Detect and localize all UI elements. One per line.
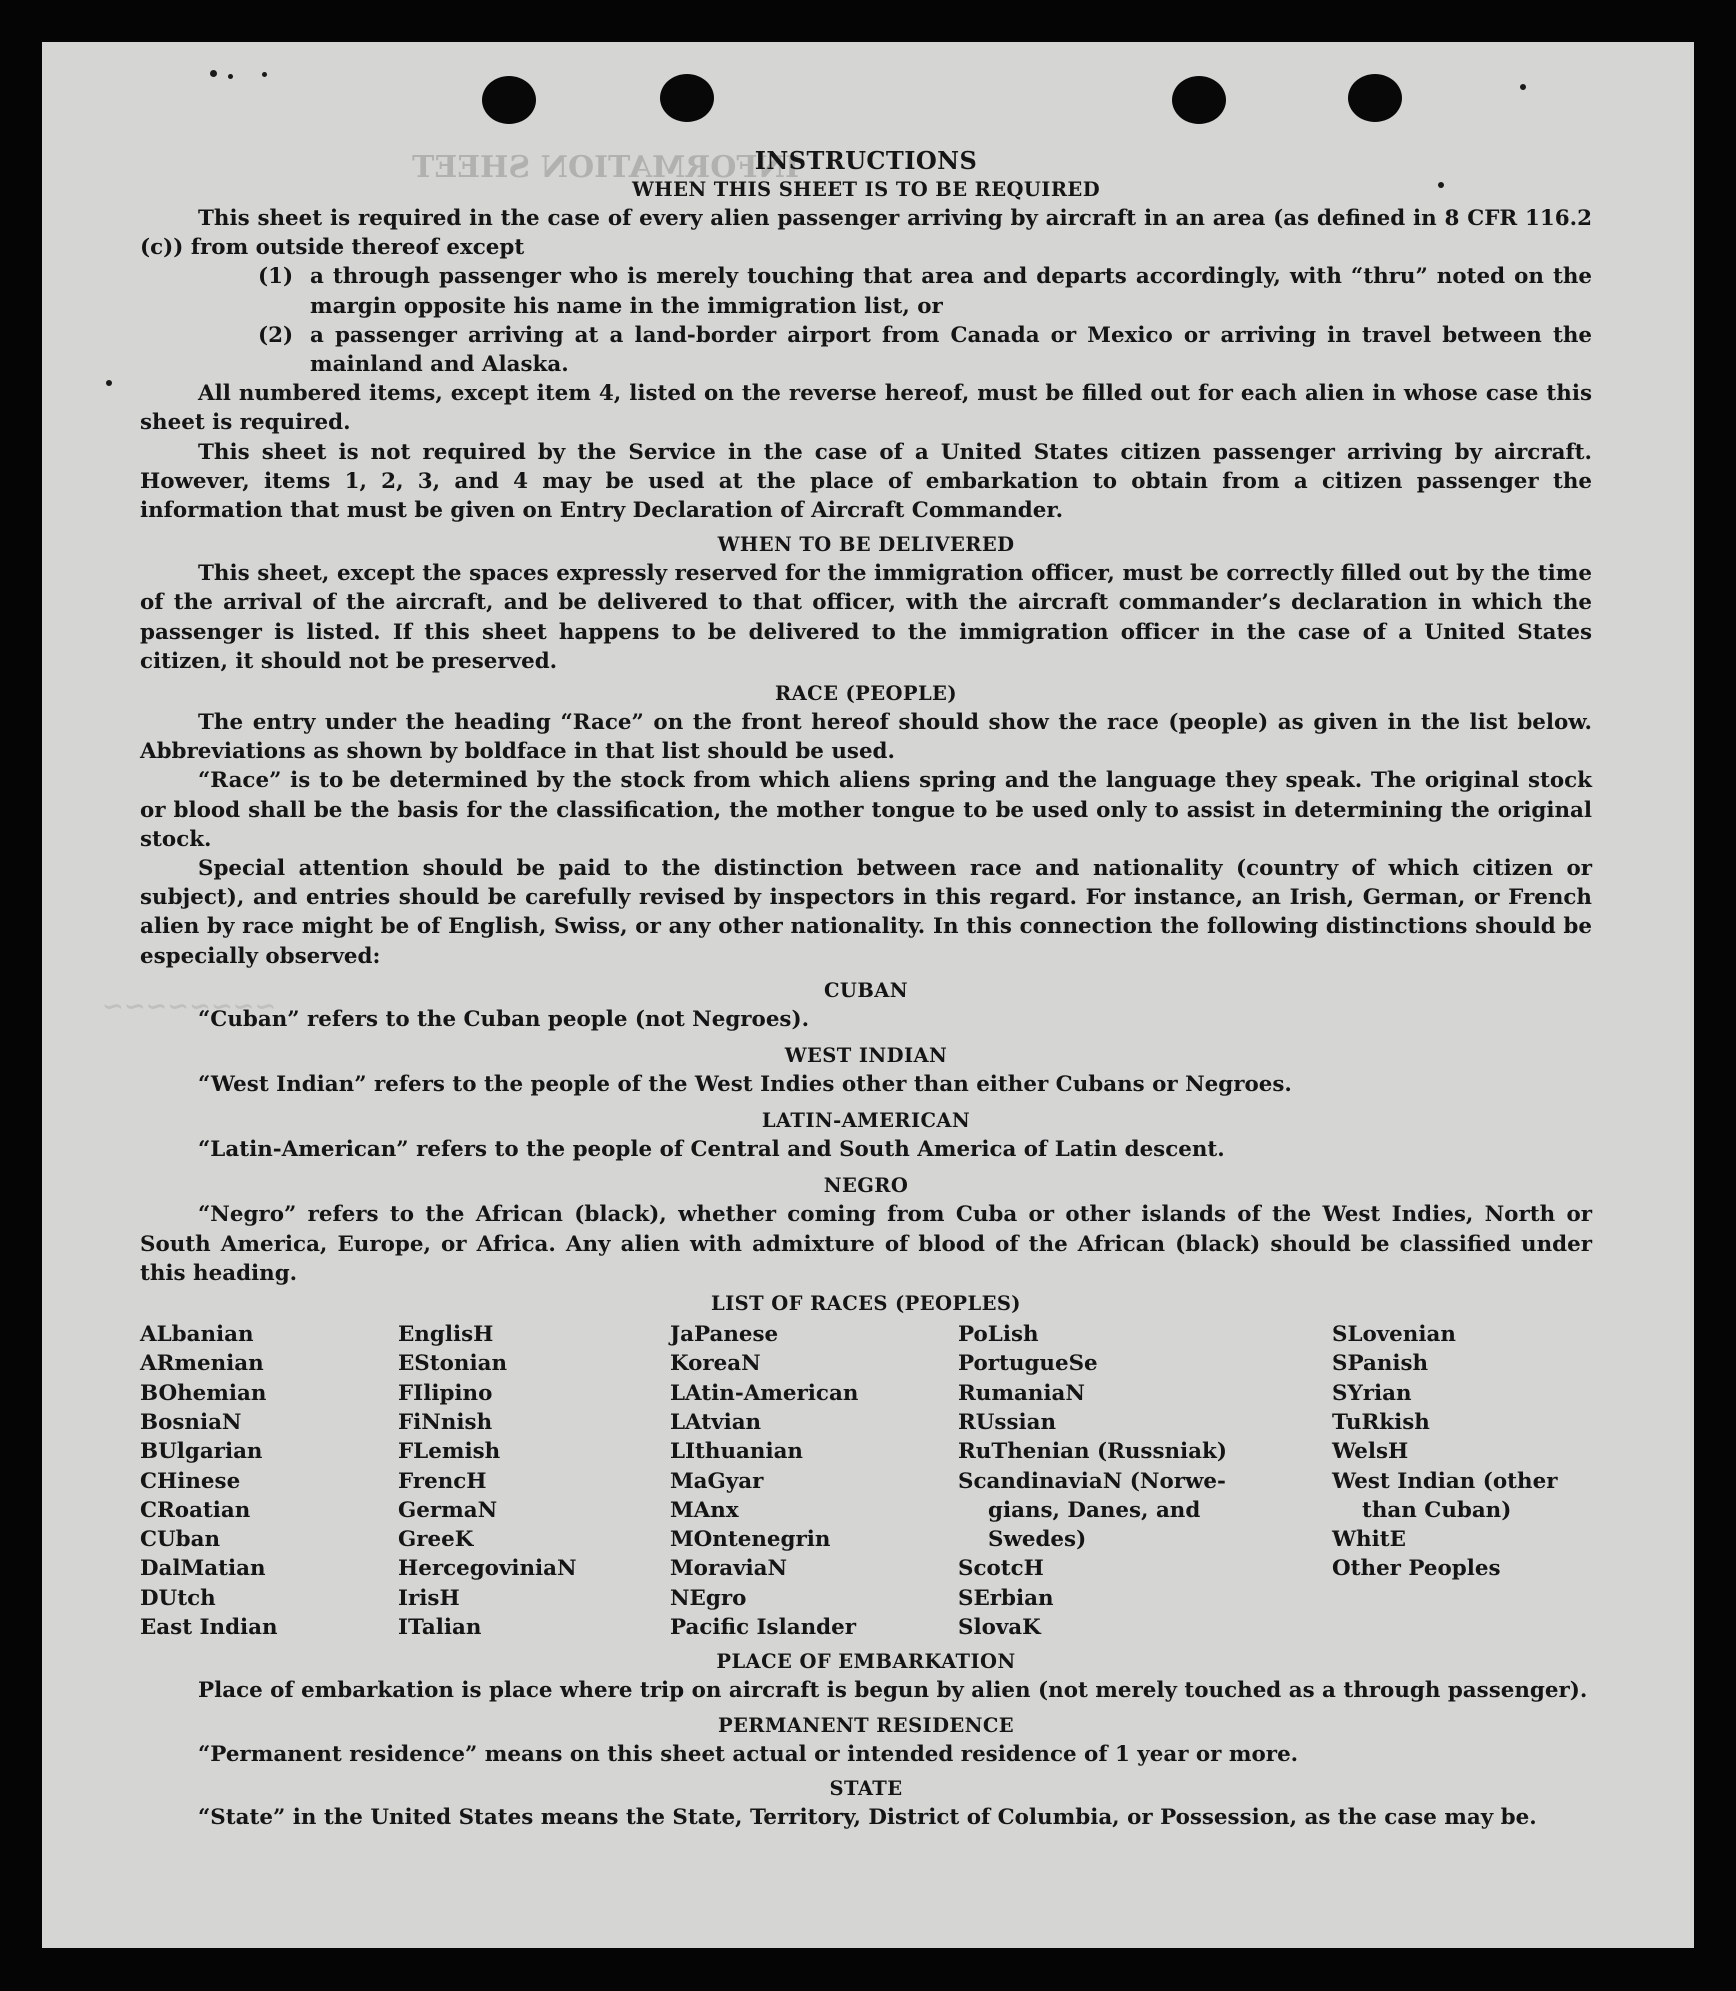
heading-when-required: WHEN THIS SHEET IS TO BE REQUIRED [631, 178, 1101, 201]
race-entry: FiNnish [398, 1409, 493, 1435]
race-entry: ITalian [398, 1615, 482, 1641]
item-number: (1) [258, 264, 294, 290]
paragraph-state: “State” in the United States means the State, Territory, District of Columbia, or Possession, as the case may be. [198, 1804, 1537, 1830]
race-entry: ALbanian [140, 1322, 254, 1348]
heading-place-of-embarkation: PLACE OF EMBARKATION [716, 1650, 1016, 1674]
races-table [140, 1320, 1592, 1642]
race-entry: CRoatian [140, 1497, 251, 1523]
race-entry: BUlgarian [140, 1439, 263, 1465]
heading-list-of-races: LIST OF RACES (PEOPLES) [711, 1292, 1021, 1316]
scan-speck [210, 70, 217, 77]
race-entry: FLemish [398, 1439, 501, 1465]
race-entry: LAtvian [670, 1409, 762, 1435]
paragraph-race-nationality: Special attention should be paid to the distinction between race and nationality (country of which citizen or subject), and entries should be carefully revised by inspectors in this regard. For instance, an Irish, German, or French alien by race might be of English, Swiss, or any other nationality. In this connection the following distinctions should be especially observed: [140, 856, 1592, 969]
exception-item-1 [258, 262, 1592, 320]
item-number: (2) [258, 322, 294, 348]
paragraph-cuban: “Cuban” refers to the Cuban people (not Negroes). [198, 1006, 810, 1032]
bleed-through-mark: INFORMATION SHEET [412, 150, 800, 185]
instructions-body [140, 146, 1592, 1832]
race-entry: ScotcH [958, 1556, 1044, 1582]
race-entry: DalMatian [140, 1556, 266, 1582]
race-entry: PortugueSe [958, 1351, 1098, 1377]
race-entry: HercegoviniaN [398, 1556, 577, 1582]
race-entry: SErbian [958, 1585, 1054, 1611]
race-entry: Swedes) [988, 1527, 1087, 1553]
races-column-3 [670, 1320, 958, 1642]
races-column-1 [140, 1320, 398, 1642]
race-entry: JaPanese [670, 1322, 779, 1348]
heading-permanent-residence: PERMANENT RESIDENCE [717, 1713, 1015, 1737]
paragraph-race-definition: “Race” is to be determined by the stock from which aliens spring and the language they speak. The original stock or blood shall be the basis for the classification, the mother tongue to be used only to assist in determining the original stock. [140, 768, 1592, 852]
race-entry: GreeK [398, 1527, 474, 1553]
race-entry: WhitE [1332, 1527, 1406, 1553]
race-entry: East Indian [140, 1615, 278, 1641]
paragraph-race-entry: The entry under the heading “Race” on the front hereof should show the race (people) as given in the list below. Abbreviations as shown by boldface in that list should be used. [140, 710, 1592, 765]
race-entry: MAnx [670, 1497, 739, 1523]
race-entry: MOntenegrin [670, 1527, 831, 1553]
exception-item-2 [258, 321, 1592, 379]
race-entry: SPanish [1332, 1351, 1429, 1377]
race-entry: gians, Danes, and [988, 1497, 1201, 1523]
race-entry: SLovenian [1332, 1322, 1456, 1348]
races-column-2 [398, 1320, 670, 1642]
paragraph-numbered-items: All numbered items, except item 4, listed on the reverse hereof, must be filled out for each alien in whose case this sheet is required. [140, 381, 1592, 436]
race-entry: DUtch [140, 1585, 216, 1611]
paragraph-permanent-residence: “Permanent residence” means on this sheet actual or intended residence of 1 year or more. [198, 1741, 1299, 1767]
paragraph-citizen-passenger: This sheet is not required by the Service in the case of a United States citizen passenger arriving by aircraft. However, items 1, 2, 3, and 4 may be used at the place of embarkation to obtain from a citizen passenger the information that must be given on Entry Declaration of Aircraft Commander. [140, 439, 1592, 524]
scan-speck [1520, 84, 1526, 90]
race-entry: Other Peoples [1332, 1556, 1501, 1582]
race-entry: RUssian [958, 1409, 1057, 1435]
race-entry: FrencH [398, 1468, 487, 1494]
document-title: INSTRUCTIONS [754, 146, 978, 175]
punch-hole-2 [660, 74, 714, 122]
paragraph-negro: “Negro” refers to the African (black), whether coming from Cuba or other islands of the West Indies, North or South America, Europe, or Africa. Any alien with admixture of blood of the African (black) should be classified under this heading. [140, 1202, 1592, 1286]
race-entry: GermaN [398, 1497, 498, 1523]
race-entry: PoLish [958, 1322, 1039, 1348]
race-entry: SlovaK [958, 1615, 1041, 1641]
item-text: a passenger arriving at a land-border airport from Canada or Mexico or arriving in travel between the mainland and Alaska. [310, 322, 1592, 378]
document-sheet [42, 42, 1694, 1948]
paragraph-latin-american: “Latin-American” refers to the people of Central and South America of Latin descent. [198, 1137, 1225, 1163]
punch-hole-3 [1172, 76, 1226, 124]
heading-latin-american: LATIN-AMERICAN [761, 1109, 971, 1133]
race-entry: BosniaN [140, 1409, 242, 1435]
race-entry: EnglisH [398, 1322, 494, 1348]
paragraph-delivery: This sheet, except the spaces expressly reserved for the immigration officer, must be correctly filled out by the time of the arrival of the aircraft, and be delivered to that officer, with the aircraft commander’s declaration in which the passenger is listed. If this sheet happens to be delivered to the immigration officer in the case of a United States citizen, it should not be preserved. [140, 561, 1592, 674]
race-entry: RuThenian (Russniak) [958, 1439, 1227, 1465]
paragraph-required-intro: This sheet is required in the case of every alien passenger arriving by aircraft in an area (as defined in 8 CFR 116.2 (c)) from outside thereof except [140, 206, 1592, 261]
race-entry: TuRkish [1332, 1409, 1430, 1435]
races-column-4 [958, 1320, 1332, 1642]
race-entry: MoraviaN [670, 1556, 788, 1582]
heading-negro: NEGRO [823, 1174, 909, 1198]
race-entry: KoreaN [670, 1351, 761, 1377]
race-entry: West Indian (other [1332, 1468, 1558, 1494]
punch-hole-4 [1348, 74, 1402, 122]
race-entry: MaGyar [670, 1468, 764, 1494]
race-entry: NEgro [670, 1585, 747, 1611]
race-entry: LAtin-American [670, 1380, 859, 1406]
race-entry: EStonian [398, 1351, 507, 1377]
race-entry: CHinese [140, 1468, 241, 1494]
races-column-5 [1332, 1320, 1592, 1642]
race-entry: FIlipino [398, 1380, 493, 1406]
scan-speck [228, 74, 233, 79]
paragraph-west-indian: “West Indian” refers to the people of the West Indies other than either Cubans or Negroes. [198, 1072, 1292, 1098]
heading-race: RACE (PEOPLE) [775, 682, 957, 706]
race-entry: ARmenian [140, 1351, 264, 1377]
race-entry: WelsH [1332, 1439, 1409, 1465]
bleed-through-mark: ~~~~~~~~ [102, 992, 277, 1022]
scan-speck [106, 380, 112, 386]
race-entry: ScandinaviaN (Norwe- [958, 1468, 1226, 1494]
race-entry: IrisH [398, 1585, 460, 1611]
paragraph-embarkation: Place of embarkation is place where trip on aircraft is begun by alien (not merely touched as a through passenger). [198, 1678, 1588, 1704]
race-entry: BOhemian [140, 1380, 267, 1406]
race-entry: than Cuban) [1362, 1497, 1512, 1523]
item-text: a through passenger who is merely touching that area and departs accordingly, with “thru” noted on the margin opposite his name in the immigration list, or [310, 264, 1592, 319]
race-entry: LIthuanian [670, 1439, 803, 1465]
heading-state: STATE [829, 1776, 903, 1800]
race-entry: RumaniaN [958, 1380, 1085, 1406]
punch-hole-1 [482, 76, 536, 124]
heading-when-delivered: WHEN TO BE DELIVERED [717, 533, 1015, 557]
scan-speck [262, 72, 267, 77]
heading-west-indian: WEST INDIAN [784, 1044, 948, 1068]
race-entry: Pacific Islander [670, 1615, 856, 1641]
heading-cuban: CUBAN [824, 978, 908, 1002]
race-entry: CUban [140, 1527, 221, 1553]
race-entry: SYrian [1332, 1380, 1412, 1406]
